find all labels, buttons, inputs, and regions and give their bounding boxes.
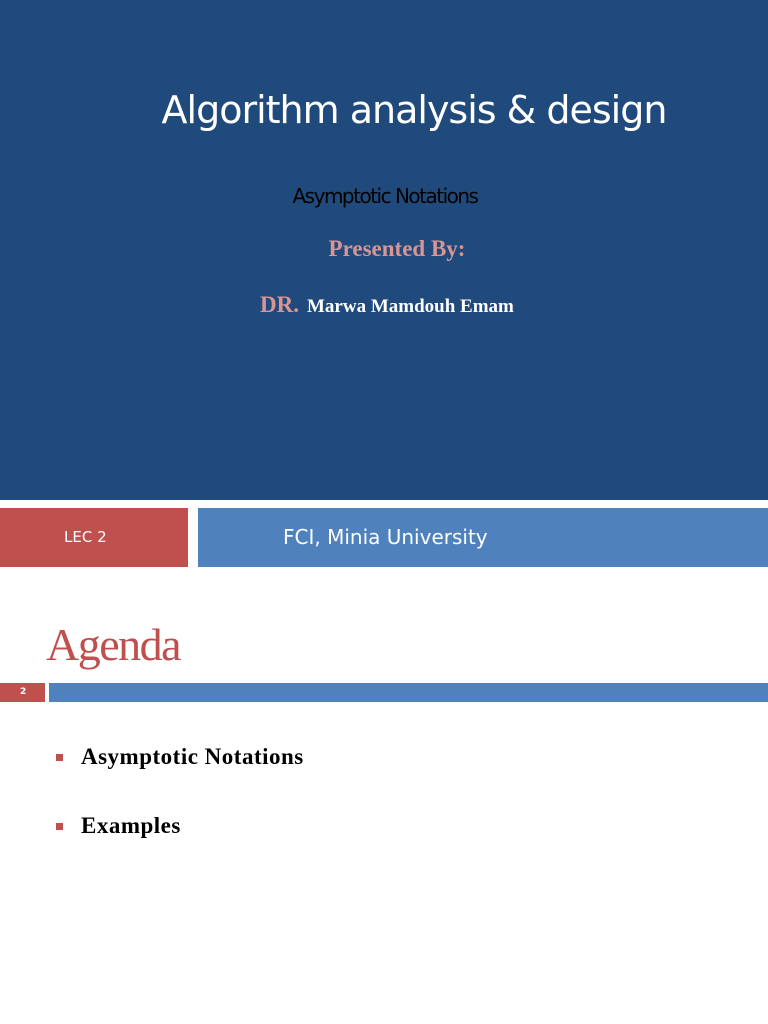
list-item (56, 813, 181, 839)
agenda-item-text: Asymptotic Notations (81, 744, 304, 769)
presented-by-label: Presented By: (328, 236, 466, 261)
lecture-label: LEC 2 (0, 508, 188, 567)
header-bar (49, 683, 768, 702)
institution-label: FCI, Minia University (198, 508, 768, 567)
square-bullet-icon (56, 823, 63, 830)
slide-subtitle: Asymptotic Notations (292, 184, 478, 208)
list-item (56, 744, 304, 770)
agenda-title: Agenda (46, 619, 181, 670)
presenter-name: Marwa Mamdouh Emam (306, 296, 514, 317)
agenda-item-text: Examples (81, 813, 181, 838)
page-number: 2 (0, 683, 45, 702)
presenter-prefix: DR. (260, 292, 299, 317)
slide-title: Algorithm analysis & design (161, 88, 667, 132)
title-slide (0, 0, 768, 500)
presenter (260, 292, 514, 318)
square-bullet-icon (56, 754, 63, 761)
